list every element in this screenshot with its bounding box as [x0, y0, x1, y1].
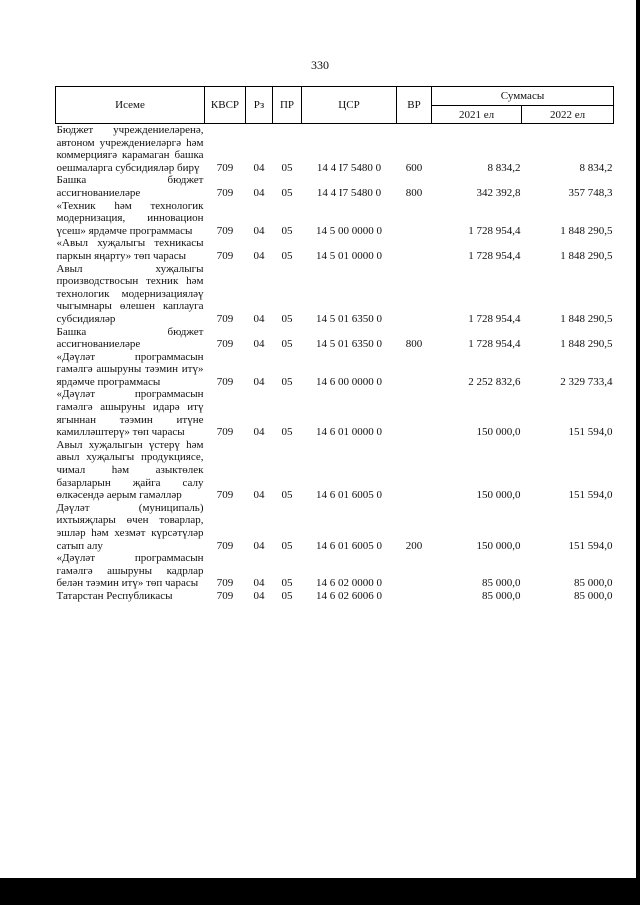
- cell-vr: [397, 263, 432, 326]
- table-row: [56, 439, 614, 502]
- page-number: 330: [311, 58, 329, 72]
- cell-rz: 04: [253, 577, 265, 590]
- cell-rz: 04: [253, 489, 265, 502]
- cell-pr: 05: [281, 489, 293, 502]
- cell-kvsr: 709: [216, 338, 234, 351]
- cell-pr: 05: [281, 161, 293, 174]
- cell-name: «Техник һәм технологик модернизация, инновацион үсеш» ярдәмче программасы: [56, 199, 204, 237]
- cell-vr: [397, 552, 432, 590]
- cell-2021: 150 000,0: [476, 539, 521, 552]
- cell-2021: 150 000,0: [476, 489, 521, 502]
- cell-kvsr: 709: [216, 224, 234, 237]
- cell-vr: [397, 388, 432, 438]
- cell-name: Башка бюджет ассигнованиеләре: [56, 325, 204, 351]
- cell-pr: 05: [281, 426, 293, 439]
- cell-csr: 14 6 02 6006 0: [316, 589, 382, 602]
- table-row: [56, 388, 614, 438]
- cell-2022: 1 848 290,5: [560, 249, 613, 262]
- cell-name: «Дәүләт программасын гамәлгә ашыруны идарә итү ягыннан тәэмин итүне камилләштерү» төп чарасы: [56, 388, 204, 439]
- cell-rz: 04: [253, 249, 265, 262]
- cell-csr: 14 6 02 0000 0: [316, 577, 382, 590]
- cell-name: Авыл хуҗалыгы производствосын техник һәм технологик модернизацияләү чыгымнары өлешен каплауга субсидияләр: [56, 262, 204, 325]
- cell-csr: 14 5 00 0000 0: [316, 224, 382, 237]
- header-year-2022: 2022 ел: [522, 106, 614, 124]
- cell-2021: 85 000,0: [482, 577, 521, 590]
- cell-2022: 1 848 290,5: [560, 312, 613, 325]
- cell-name: «Авыл хуҗалыгы техникасы паркын яңарту» төп чарасы: [56, 237, 204, 262]
- cell-pr: 05: [281, 249, 293, 262]
- cell-vr: [397, 590, 432, 603]
- cell-vr: 800: [405, 186, 423, 199]
- table-row: [56, 237, 614, 262]
- cell-rz: 04: [253, 186, 265, 199]
- cell-kvsr: 709: [216, 312, 234, 325]
- cell-csr: 14 5 01 0000 0: [316, 249, 382, 262]
- cell-pr: 05: [281, 186, 293, 199]
- table-row: [56, 351, 614, 389]
- cell-2021: 85 000,0: [482, 589, 521, 602]
- scan-edge-right: [636, 0, 640, 905]
- cell-vr: [397, 200, 432, 238]
- table-row: [56, 326, 614, 351]
- cell-pr: 05: [281, 312, 293, 325]
- cell-rz: 04: [253, 312, 265, 325]
- cell-kvsr: 709: [216, 539, 234, 552]
- header-rz: Рз: [246, 87, 273, 124]
- cell-vr: [397, 351, 432, 389]
- cell-pr: 05: [281, 224, 293, 237]
- cell-vr: 200: [405, 539, 423, 552]
- cell-pr: 05: [281, 338, 293, 351]
- table-row: [56, 174, 614, 199]
- cell-rz: 04: [253, 224, 265, 237]
- cell-name: Татарстан Республикасы: [56, 589, 173, 602]
- cell-name: «Дәүләт программасын гамәлгә ашыруны кадрлар белән тәэмин итү» төп чарасы: [56, 552, 204, 590]
- table-row: [56, 502, 614, 552]
- header-csr: ЦСР: [302, 87, 397, 124]
- cell-name: Бюджет учреждениеләренә, автоном учреждениеләргә һәм коммерциягә карамаган башка оешмаларга субсидияләр бирү: [56, 124, 204, 174]
- cell-pr: 05: [281, 375, 293, 388]
- cell-2022: 151 594,0: [568, 539, 613, 552]
- cell-rz: 04: [253, 338, 265, 351]
- cell-rz: 04: [253, 539, 265, 552]
- cell-2022: 151 594,0: [568, 489, 613, 502]
- cell-name: Дәүләт (муниципаль) ихтыяҗлары өчен товарлар, эшләр һәм хезмәт күрсәтүләр сатып алу: [56, 501, 204, 552]
- cell-vr: 600: [405, 161, 423, 174]
- cell-rz: 04: [253, 161, 265, 174]
- cell-csr: 14 6 01 6005 0: [316, 539, 382, 552]
- cell-2021: 8 834,2: [487, 161, 521, 174]
- header-year-2021: 2021 ел: [432, 106, 522, 124]
- cell-2022: 1 848 290,5: [560, 224, 613, 237]
- cell-kvsr: 709: [216, 577, 234, 590]
- cell-rz: 04: [253, 589, 265, 602]
- cell-2021: 2 252 832,6: [468, 375, 521, 388]
- cell-2022: 85 000,0: [574, 577, 613, 590]
- table-row: [56, 124, 614, 175]
- table-row: [56, 263, 614, 326]
- header-sums: Суммасы: [432, 87, 614, 106]
- cell-vr: 800: [405, 338, 423, 351]
- cell-csr: 14 6 01 0000 0: [316, 426, 382, 439]
- cell-2021: 342 392,8: [476, 186, 521, 199]
- table-row: [56, 200, 614, 238]
- cell-2021: 1 728 954,4: [468, 224, 521, 237]
- cell-pr: 05: [281, 589, 293, 602]
- table-row: [56, 590, 614, 603]
- cell-kvsr: 709: [216, 589, 234, 602]
- cell-csr: 14 6 01 6005 0: [316, 489, 382, 502]
- cell-2022: 1 848 290,5: [560, 338, 613, 351]
- header-vr: ВР: [397, 87, 432, 124]
- cell-name: Авыл хуҗалыгын үстерү һәм авыл хуҗалыгы продукциясе, чимал һәм азыктөлек базарларын җайга салу өлкәсендә аерым гамәлләр: [56, 438, 204, 502]
- header-name: Исеме: [56, 87, 205, 124]
- cell-2022: 8 834,2: [579, 161, 613, 174]
- cell-vr: [397, 439, 432, 502]
- cell-vr: [397, 237, 432, 262]
- cell-csr: 14 6 00 0000 0: [316, 375, 382, 388]
- cell-name: Башка бюджет ассигнованиеләре: [56, 174, 204, 199]
- cell-kvsr: 709: [216, 489, 234, 502]
- cell-2022: 357 748,3: [568, 186, 613, 199]
- cell-csr: 14 4 I7 5480 0: [316, 161, 382, 174]
- budget-table: [55, 86, 614, 603]
- cell-csr: 14 5 01 6350 0: [316, 312, 382, 325]
- cell-csr: 14 5 01 6350 0: [316, 338, 382, 351]
- scan-edge-bottom: [0, 878, 640, 905]
- cell-2021: 1 728 954,4: [468, 312, 521, 325]
- cell-kvsr: 709: [216, 375, 234, 388]
- cell-kvsr: 709: [216, 186, 234, 199]
- cell-2021: 1 728 954,4: [468, 249, 521, 262]
- cell-2022: 151 594,0: [568, 426, 613, 439]
- cell-kvsr: 709: [216, 249, 234, 262]
- cell-rz: 04: [253, 375, 265, 388]
- cell-csr: 14 4 I7 5480 0: [316, 186, 382, 199]
- cell-pr: 05: [281, 539, 293, 552]
- cell-kvsr: 709: [216, 161, 234, 174]
- cell-2021: 150 000,0: [476, 426, 521, 439]
- cell-kvsr: 709: [216, 426, 234, 439]
- header-pr: ПР: [273, 87, 302, 124]
- header-kvsr: КВСР: [205, 87, 246, 124]
- cell-name: «Дәүләт программасын гамәлгә ашыруны тәэмин итү» ярдәмче программасы: [56, 350, 204, 388]
- table-header-row: [56, 87, 614, 106]
- cell-2021: 1 728 954,4: [468, 338, 521, 351]
- cell-2022: 85 000,0: [574, 589, 613, 602]
- table-row: [56, 552, 614, 590]
- cell-rz: 04: [253, 426, 265, 439]
- cell-pr: 05: [281, 577, 293, 590]
- cell-2022: 2 329 733,4: [560, 375, 613, 388]
